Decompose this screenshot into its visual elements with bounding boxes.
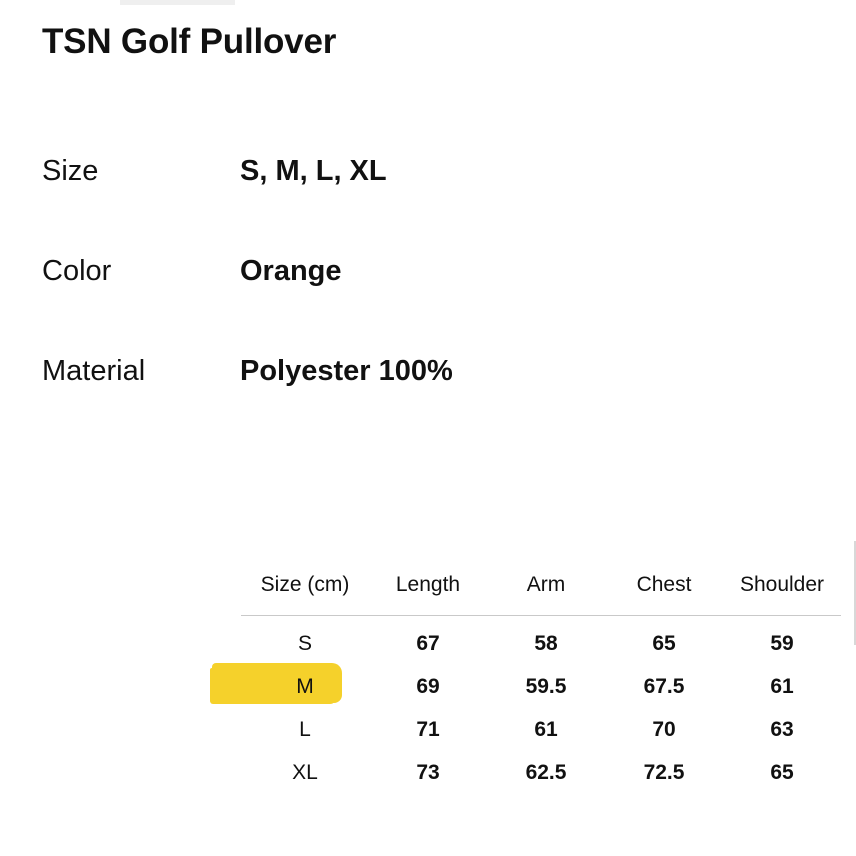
size-chart-body xyxy=(241,616,841,795)
cell-length: 67 xyxy=(416,632,440,655)
cell-size: XL xyxy=(292,761,318,784)
page-title: TSN Golf Pullover xyxy=(42,22,337,61)
cell-arm: 58 xyxy=(534,632,558,655)
cell-chest: 67.5 xyxy=(643,675,685,698)
size-chart-table xyxy=(241,573,841,794)
cell-length: 69 xyxy=(416,675,440,698)
spec-label-color: Color xyxy=(42,255,112,287)
spec-row-color xyxy=(42,255,642,355)
column-header-length: Length xyxy=(395,573,461,596)
size-chart-head xyxy=(241,573,841,616)
spec-row-size xyxy=(42,155,642,255)
cell-arm: 61 xyxy=(534,718,558,741)
size-chart xyxy=(241,573,841,794)
cell-arm: 59.5 xyxy=(525,675,567,698)
cell-length: 73 xyxy=(416,761,440,784)
table-row xyxy=(241,708,841,751)
spec-value-color: Orange xyxy=(240,255,342,287)
table-row xyxy=(241,616,841,666)
cell-shoulder: 59 xyxy=(770,632,794,655)
spec-value-material: Polyester 100% xyxy=(240,355,453,387)
table-row xyxy=(241,665,841,708)
top-edge-artifact xyxy=(120,0,235,5)
table-header-row xyxy=(241,573,841,616)
highlight-marker xyxy=(212,663,342,703)
cell-size: L xyxy=(299,718,311,741)
cell-size-highlighted xyxy=(241,665,369,708)
cell-shoulder: 61 xyxy=(770,675,794,698)
table-row xyxy=(241,751,841,794)
spec-row-material xyxy=(42,355,642,455)
spec-value-size: S, M, L, XL xyxy=(240,155,387,187)
cell-size: S xyxy=(297,632,312,655)
cell-length: 71 xyxy=(416,718,440,741)
cell-chest: 70 xyxy=(652,718,676,741)
spec-list xyxy=(42,155,642,455)
cell-arm: 62.5 xyxy=(525,761,567,784)
column-header-shoulder: Shoulder xyxy=(739,573,825,596)
column-header-chest: Chest xyxy=(636,573,692,596)
spec-label-size: Size xyxy=(42,155,99,187)
column-header-size: Size (cm) xyxy=(260,573,350,596)
cell-shoulder: 65 xyxy=(770,761,794,784)
cell-chest: 72.5 xyxy=(643,761,685,784)
spec-label-material: Material xyxy=(42,355,146,387)
column-header-arm: Arm xyxy=(526,573,566,596)
cell-chest: 65 xyxy=(652,632,676,655)
cell-shoulder: 63 xyxy=(770,718,794,741)
cell-size-text: M xyxy=(296,675,314,698)
